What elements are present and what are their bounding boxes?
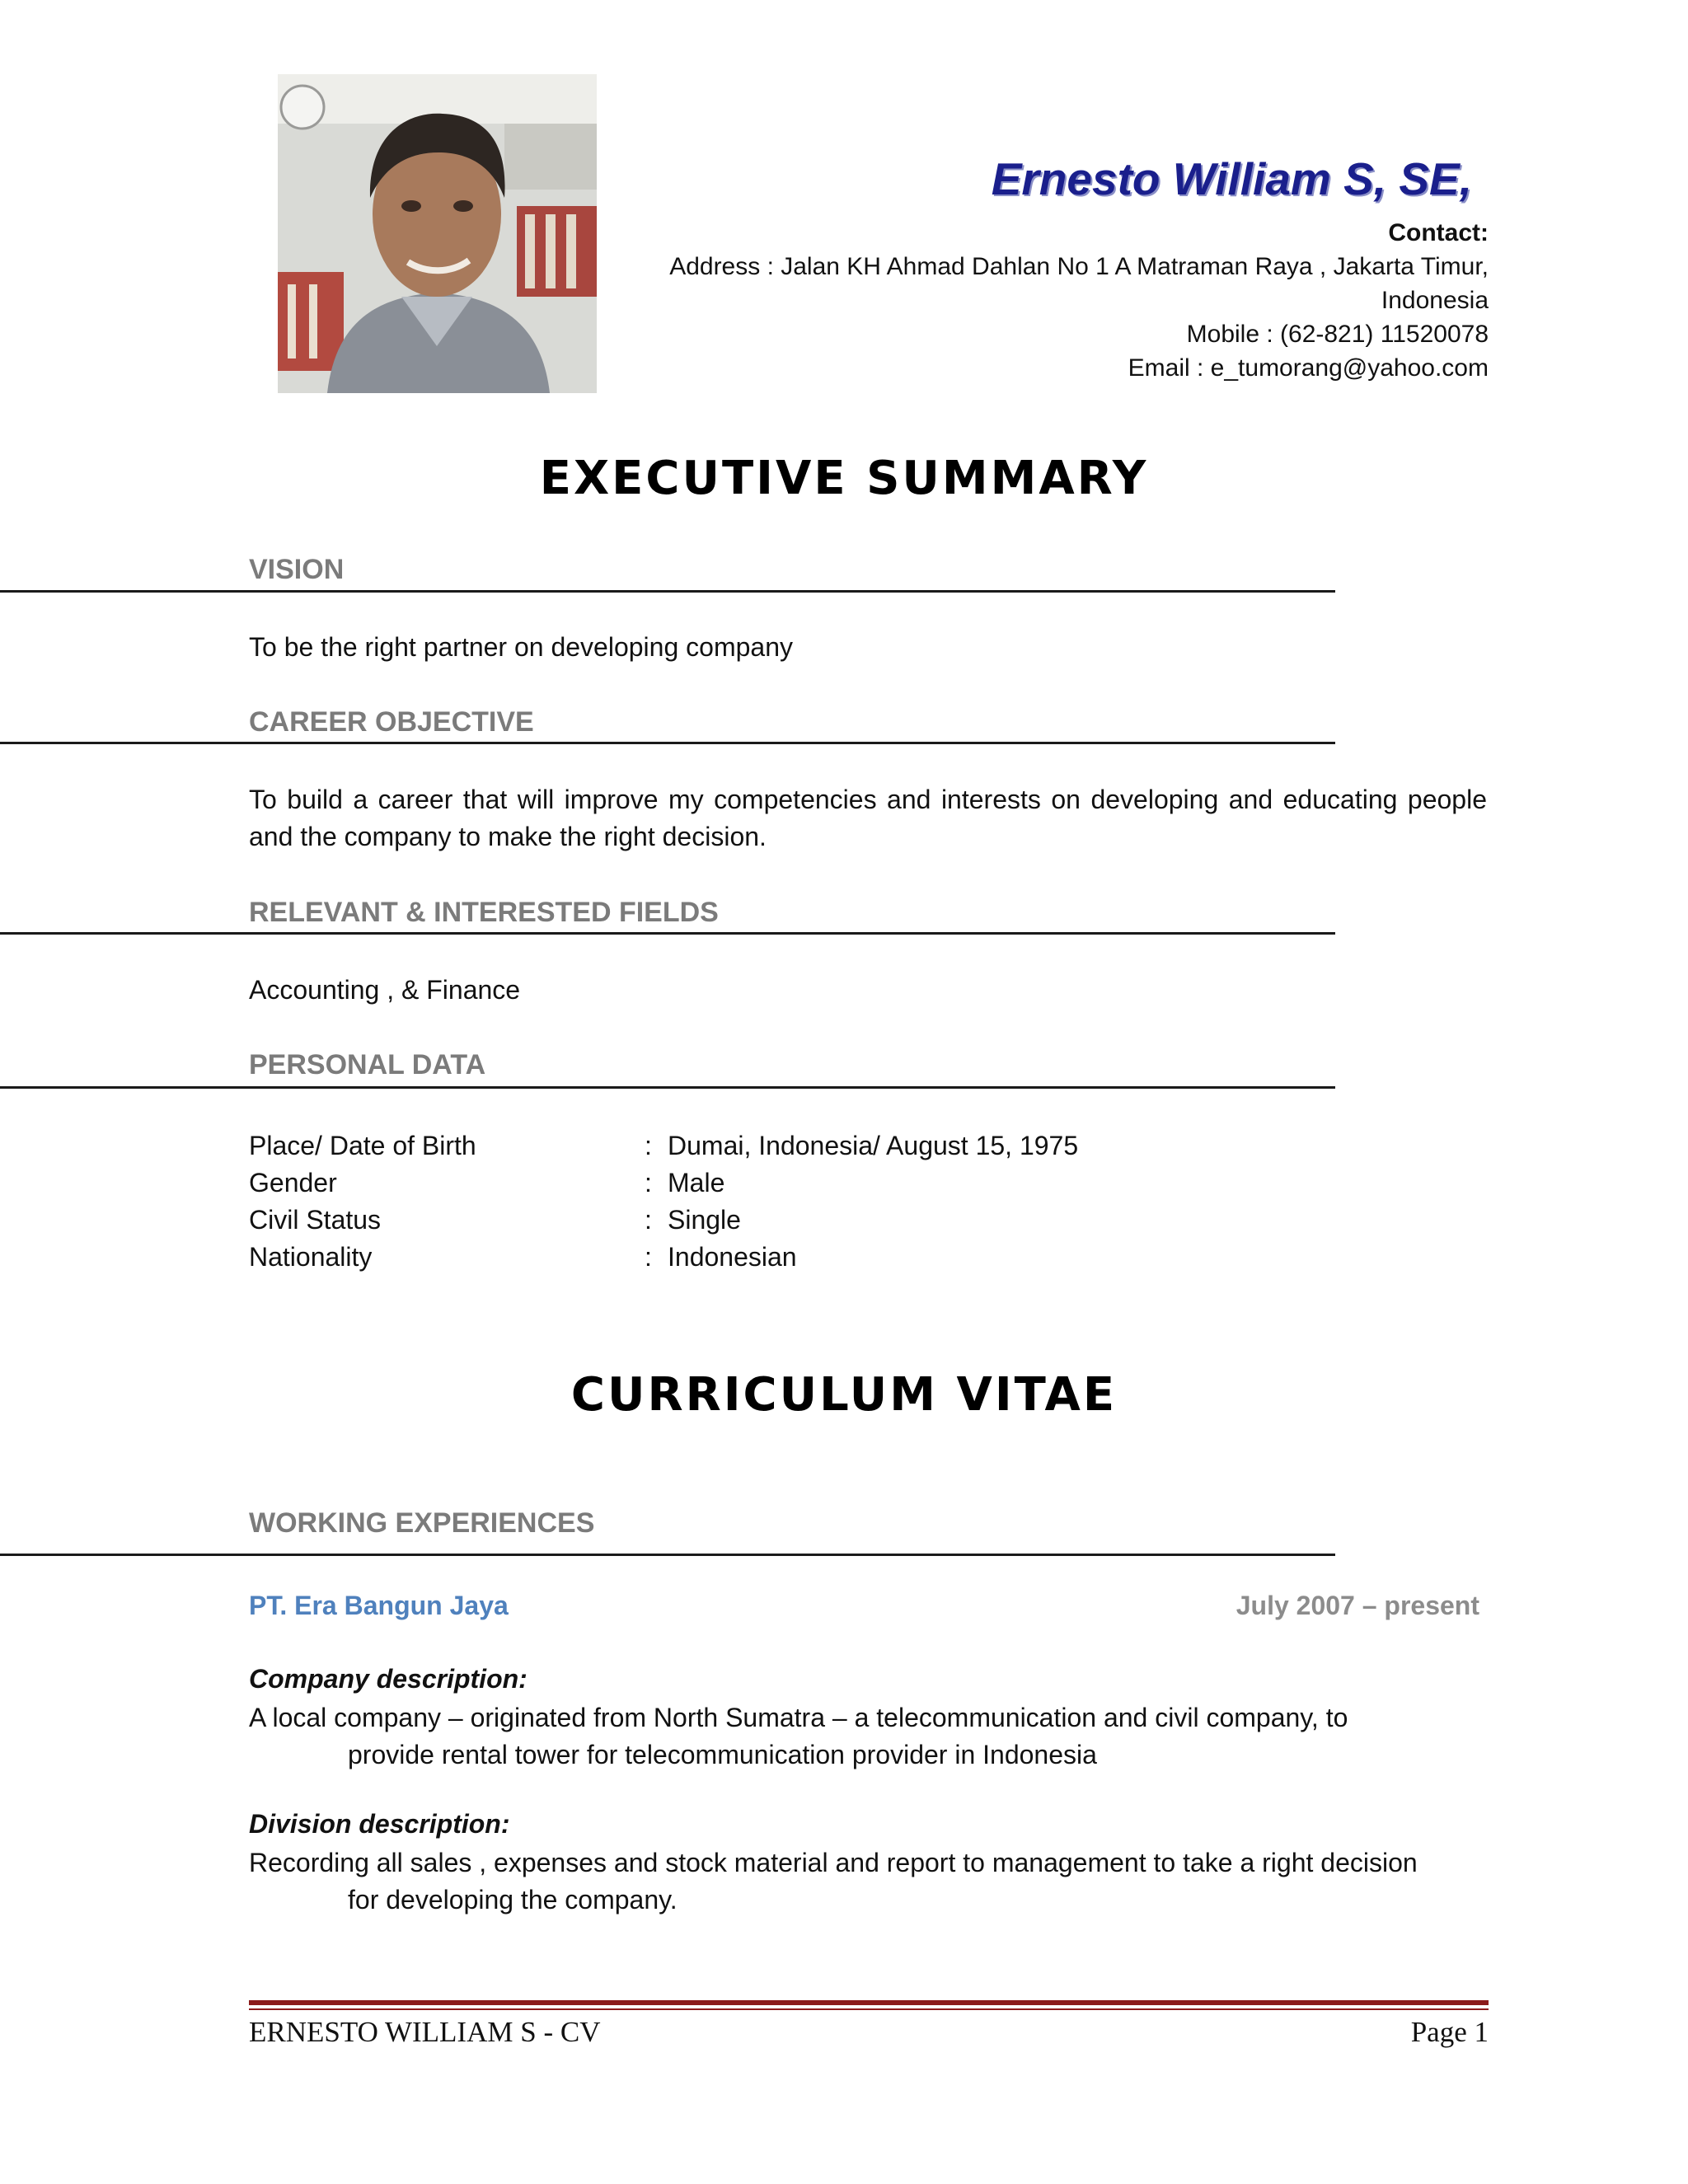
employment-period: July 2007 – present (1236, 1591, 1479, 1620)
division-description-text (249, 1844, 1487, 1919)
division-description-line-1: Recording all sales , expenses and stock material and report to management to take a right decision (249, 1848, 1418, 1877)
portrait-image (278, 74, 597, 393)
company-description-line-2: provide rental tower for telecommunication provider in Indonesia (348, 1740, 1097, 1769)
email-address: Email : e_tumorang@yahoo.com (1128, 354, 1489, 382)
row-label: Gender (249, 1168, 337, 1197)
relevant-fields-heading: RELEVANT & INTERESTED FIELDS (249, 897, 719, 928)
row-value: Indonesian (668, 1242, 797, 1272)
address-line-2: Indonesia (1381, 287, 1489, 314)
company-description-label: Company description: (249, 1664, 528, 1694)
relevant-fields-divider (0, 932, 1335, 935)
curriculum-vitae-heading: CURRICULUM VITAE (570, 1368, 1118, 1422)
row-value: Single (668, 1205, 741, 1235)
row-value: Dumai, Indonesia/ August 15, 1975 (668, 1131, 1079, 1160)
division-description-line-2: for developing the company. (348, 1885, 678, 1915)
vision-divider (0, 590, 1335, 593)
address-line-1: Address : Jalan KH Ahmad Dahlan No 1 A Matraman Raya , Jakarta Timur, (669, 253, 1489, 280)
company-description-line-1: A local company – originated from North Sumatra – a telecommunication and civil company, to (249, 1703, 1348, 1732)
row-label: Civil Status (249, 1205, 382, 1235)
working-experiences-heading: WORKING EXPERIENCES (249, 1507, 595, 1539)
row-value: Male (668, 1168, 725, 1197)
row-separator: : (645, 1168, 652, 1197)
contact-label: Contact: (1388, 219, 1489, 246)
row-label: Place/ Date of Birth (249, 1131, 476, 1160)
relevant-fields-text: Accounting , & Finance (249, 975, 521, 1005)
contact-block (582, 216, 1489, 385)
row-separator: : (645, 1131, 652, 1160)
profile-photo (278, 74, 597, 393)
vision-heading: VISION (249, 554, 345, 585)
row-separator: : (645, 1205, 652, 1235)
footer-page-number: Page 1 (1410, 2016, 1489, 2048)
company-name: PT. Era Bangun Jaya (249, 1591, 509, 1620)
career-objective-text: To build a career that will improve my competencies and interests on developing and educating people and the company to make the right decision. (249, 785, 1487, 851)
working-experiences-divider (0, 1554, 1335, 1556)
personal-data-row (249, 1239, 1078, 1276)
executive-summary-heading: EXECUTIVE SUMMARY (539, 452, 1149, 505)
footer-document-title: ERNESTO WILLIAM S - CV (249, 2016, 601, 2048)
footer-rule-thin (249, 2008, 1489, 2010)
personal-data-row (249, 1202, 1078, 1239)
personal-data-divider (0, 1086, 1335, 1089)
personal-data-heading: PERSONAL DATA (249, 1049, 486, 1080)
personal-data-row (249, 1127, 1078, 1165)
footer-rule-thick (249, 2000, 1489, 2005)
personal-data-table (249, 1127, 1078, 1276)
division-description-label: Division description: (249, 1809, 510, 1839)
career-objective-heading: CAREER OBJECTIVE (249, 706, 534, 738)
row-label: Nationality (249, 1242, 373, 1272)
career-objective-divider (0, 742, 1335, 744)
company-description-text (249, 1699, 1487, 1774)
vision-text: To be the right partner on developing company (249, 632, 793, 662)
candidate-name: Ernesto William S, SE, (991, 153, 1472, 204)
row-separator: : (645, 1242, 652, 1272)
personal-data-row (249, 1165, 1078, 1202)
mobile-number: Mobile : (62-821) 11520078 (1186, 321, 1489, 348)
